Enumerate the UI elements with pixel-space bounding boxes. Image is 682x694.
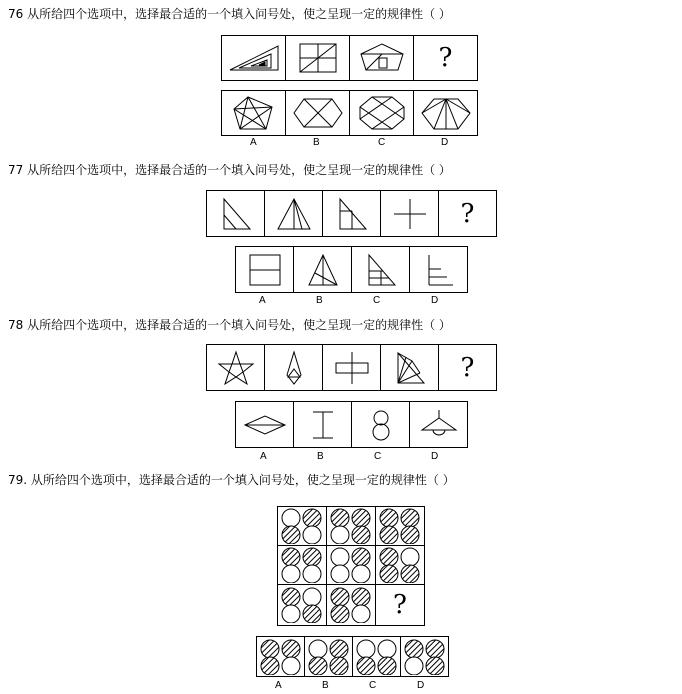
q77-label-a: A xyxy=(259,295,266,306)
figure-eight xyxy=(361,406,401,444)
q77-seq-5 xyxy=(439,191,496,236)
question-77-text: 77 从所给四个选项中，选择最合适的一个填入问号处，使之呈现一定的规律性（ ） xyxy=(8,163,451,177)
question-78-text: 78 从所给四个选项中，选择最合适的一个填入问号处，使之呈现一定的规律性（ ） xyxy=(8,318,451,332)
comb-figure xyxy=(419,251,459,289)
q78-label-c: C xyxy=(374,451,382,462)
q78-label-b: B xyxy=(317,451,324,462)
q78-option-b[interactable] xyxy=(294,402,352,447)
q76-seq-2 xyxy=(286,36,350,80)
q78-label-d: D xyxy=(431,451,439,462)
q79-option-b[interactable] xyxy=(305,637,353,676)
q76-option-c[interactable] xyxy=(350,91,414,135)
q79-cell-1-2 xyxy=(327,507,376,546)
question-79-text: 79. 从所给四个选项中，选择最合适的一个填入问号处，使之呈现一定的规律性（ ） xyxy=(8,473,455,487)
q76-option-a[interactable] xyxy=(222,91,286,135)
q79-cell-3-3 xyxy=(376,585,424,625)
q79-cell-1-3 xyxy=(376,507,424,546)
q79-cell-3-1 xyxy=(278,585,327,625)
q78-seq-4 xyxy=(381,345,439,390)
q77-label-b: B xyxy=(316,295,323,306)
q76-sequence xyxy=(221,35,478,81)
q79-cell-1-1 xyxy=(278,507,327,546)
q79-matrix xyxy=(277,506,425,626)
q79-options xyxy=(256,636,449,677)
q79-option-c[interactable] xyxy=(353,637,401,676)
q78-label-a: A xyxy=(260,451,267,462)
q79-label-a: A xyxy=(275,680,282,691)
q76-seq-1 xyxy=(222,36,286,80)
triangle-figure xyxy=(225,40,283,76)
q76-seq-4 xyxy=(414,36,477,80)
triangle-split-figure xyxy=(274,195,314,233)
q77-options xyxy=(235,246,468,293)
question-mark: ? xyxy=(460,352,475,383)
q79-label-d: D xyxy=(417,680,425,691)
q77-option-a[interactable] xyxy=(236,247,294,292)
fan-polygon-figure xyxy=(418,93,474,133)
fan-triangle-figure xyxy=(390,349,430,387)
q77-seq-2 xyxy=(265,191,323,236)
rect-line-figure xyxy=(332,349,372,387)
kite-figure xyxy=(274,349,314,387)
q76-label-c: C xyxy=(378,137,386,148)
q78-seq-5 xyxy=(439,345,496,390)
q77-option-d[interactable] xyxy=(410,247,467,292)
q76-option-d[interactable] xyxy=(414,91,477,135)
pentagon-star-figure xyxy=(226,93,282,133)
q79-cell-2-2 xyxy=(327,546,376,585)
q78-option-c[interactable] xyxy=(352,402,410,447)
q79-cell-2-1 xyxy=(278,546,327,585)
i-beam-figure xyxy=(303,406,343,444)
diamond-figure xyxy=(242,406,288,444)
triangle-vertical-figure xyxy=(303,251,343,289)
q77-label-c: C xyxy=(373,295,381,306)
q78-options xyxy=(235,401,468,448)
q79-label-c: C xyxy=(369,680,377,691)
q76-label-b: B xyxy=(313,137,320,148)
q77-label-d: D xyxy=(431,295,439,306)
hexagon-x-figure xyxy=(290,93,346,133)
q77-sequence xyxy=(206,190,497,237)
lamp-figure xyxy=(416,406,462,444)
question-mark: ? xyxy=(460,198,475,229)
right-triangle-grid-figure xyxy=(361,251,401,289)
q77-seq-4 xyxy=(381,191,439,236)
q79-label-b: B xyxy=(322,680,329,691)
q78-sequence xyxy=(206,344,497,391)
q78-option-d[interactable] xyxy=(410,402,467,447)
question-76-text: 76 从所给四个选项中，选择最合适的一个填入问号处，使之呈现一定的规律性（ ） xyxy=(8,7,451,21)
q76-option-b[interactable] xyxy=(286,91,350,135)
q79-cell-3-2 xyxy=(327,585,376,625)
q77-seq-3 xyxy=(323,191,381,236)
q78-seq-3 xyxy=(323,345,381,390)
square-cross-figure xyxy=(296,40,340,76)
q76-options xyxy=(221,90,478,136)
q79-cell-2-3 xyxy=(376,546,424,585)
house-figure xyxy=(353,40,411,76)
triangle-steps-figure xyxy=(332,195,372,233)
q77-seq-1 xyxy=(207,191,265,236)
q76-label-d: D xyxy=(441,137,449,148)
square-halves-figure xyxy=(245,251,285,289)
q76-seq-3 xyxy=(350,36,414,80)
q78-option-a[interactable] xyxy=(236,402,294,447)
q78-seq-1 xyxy=(207,345,265,390)
q76-label-a: A xyxy=(250,137,257,148)
octagon-lines-figure xyxy=(354,93,410,133)
star-figure xyxy=(216,349,256,387)
q79-option-a[interactable] xyxy=(257,637,305,676)
question-mark: ? xyxy=(393,590,407,620)
q78-seq-2 xyxy=(265,345,323,390)
question-mark: ? xyxy=(438,43,453,73)
q79-option-d[interactable] xyxy=(401,637,448,676)
right-triangle-figure xyxy=(216,195,256,233)
cross-figure xyxy=(390,195,430,233)
q77-option-b[interactable] xyxy=(294,247,352,292)
q77-option-c[interactable] xyxy=(352,247,410,292)
